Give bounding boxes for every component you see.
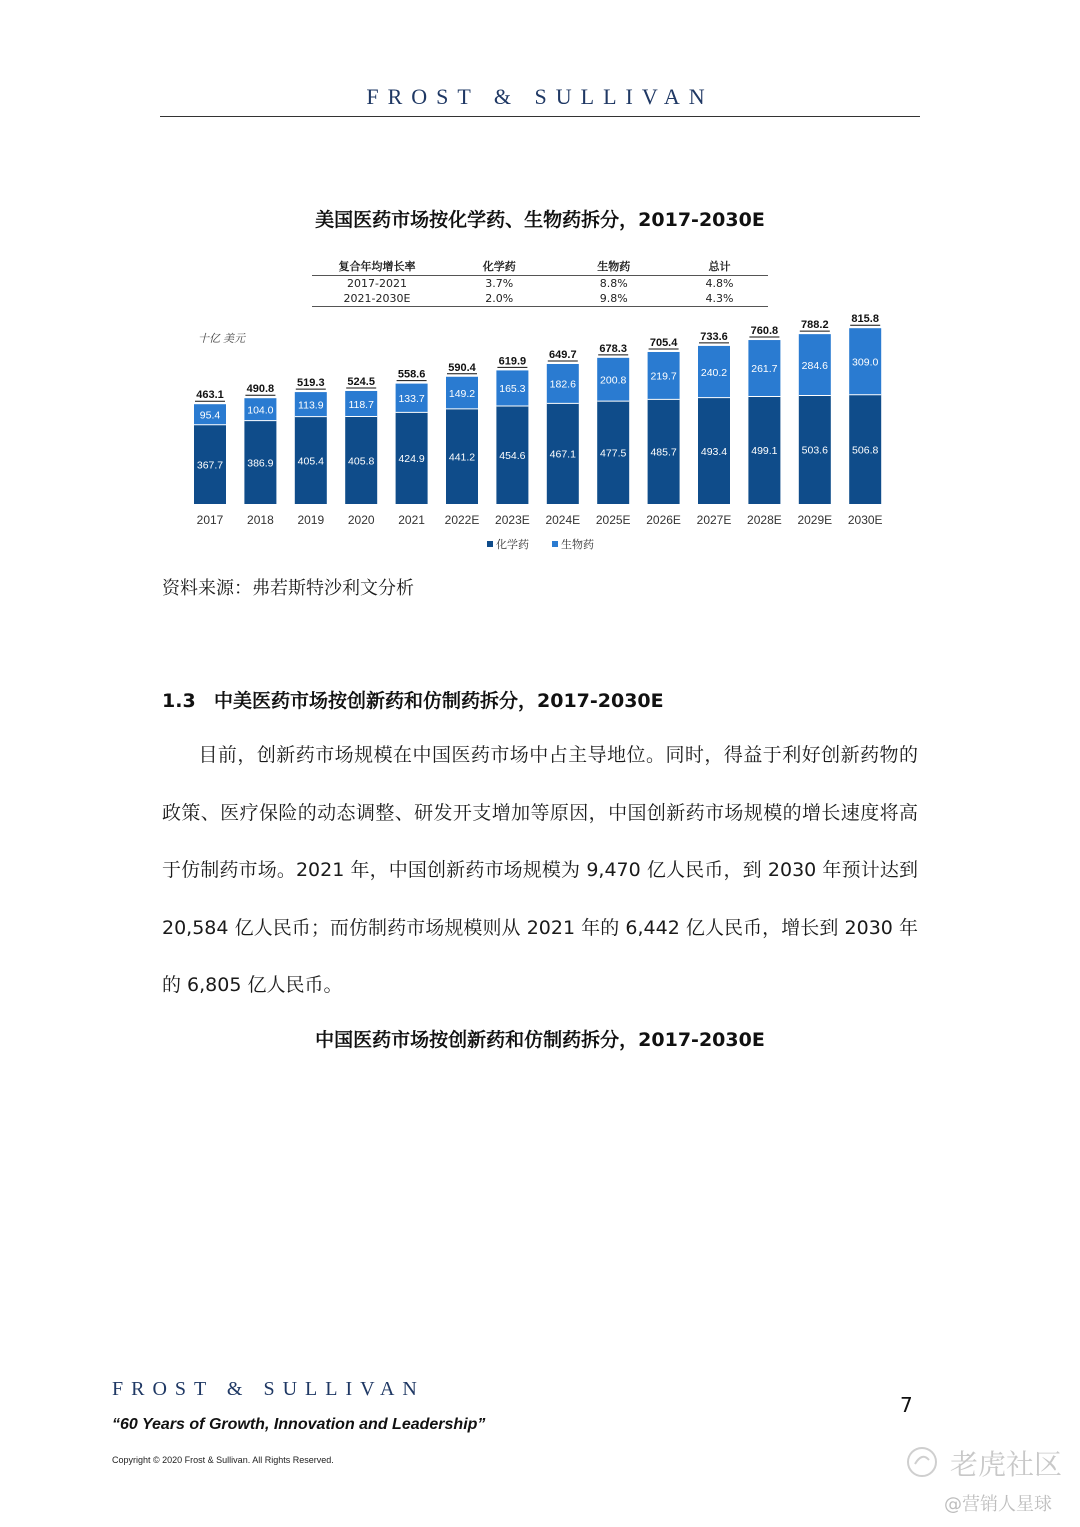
cagr-cell: 9.8% — [557, 291, 672, 307]
chart2-title: 中国医药市场按创新药和仿制药拆分，2017-2030E — [315, 1029, 765, 1051]
data-label-total: 705.4 — [649, 336, 678, 349]
header-divider — [160, 116, 920, 117]
data-label-bio: 240.2 — [700, 366, 728, 379]
x-tick-label: 2022E — [444, 513, 480, 527]
data-label-total: 463.1 — [196, 389, 224, 402]
legend-swatch-chem — [487, 541, 493, 547]
footer-tagline: “60 Years of Growth, Innovation and Leadership” — [112, 1416, 486, 1433]
data-label-chem: 467.1 — [549, 448, 576, 461]
data-label-bio: 133.7 — [398, 393, 425, 406]
data-label-bio: 309.0 — [852, 356, 879, 369]
legend-label-chem: 化学药 — [496, 539, 529, 551]
data-label-chem: 506.8 — [852, 444, 879, 457]
unit-label: 十亿 美元 — [198, 333, 246, 345]
section-heading — [162, 686, 664, 713]
legend-swatch-bio — [552, 541, 558, 547]
us-pharma-stacked-bar-chart — [180, 300, 900, 558]
body-paragraph — [162, 727, 918, 1015]
data-label-chem: 454.6 — [499, 450, 526, 463]
x-tick-label: 2028E — [747, 513, 782, 527]
cagr-header-chem: 化学药 — [442, 258, 557, 276]
cagr-header-label: 复合年均增长率 — [312, 258, 442, 276]
cagr-cell: 4.3% — [671, 291, 768, 307]
x-tick-label: 2021 — [398, 513, 425, 527]
cagr-cell: 3.7% — [485, 277, 514, 290]
data-label-chem: 386.9 — [247, 457, 274, 470]
x-tick-label: 2019 — [297, 513, 325, 527]
data-label-total: 558.6 — [397, 368, 426, 381]
x-tick-label: 2027E — [696, 513, 732, 527]
header-brand-logo: FROST & SULLIVAN — [366, 84, 714, 109]
data-label-bio: 104.0 — [247, 404, 274, 417]
data-label-total: 788.2 — [801, 319, 829, 332]
data-label-chem: 503.6 — [801, 444, 828, 457]
cagr-header-total: 总计 — [671, 258, 768, 276]
data-label-chem: 405.4 — [297, 455, 324, 468]
cagr-cell: 8.8% — [599, 277, 628, 290]
source-note: 资料来源：弗若斯特沙利文分析 — [162, 578, 414, 599]
x-tick-label: 2020 — [347, 513, 375, 527]
cagr-cell: 2021-2030E — [312, 291, 442, 307]
data-label-bio: 118.7 — [348, 398, 374, 411]
data-label-total: 678.3 — [599, 342, 627, 355]
footer-brand-logo: FROST & SULLIVAN — [112, 1378, 425, 1400]
data-label-bio: 149.2 — [448, 387, 476, 400]
data-label-bio: 261.7 — [751, 363, 778, 376]
cagr-cell: 4.8% — [705, 277, 734, 290]
data-label-total: 649.7 — [549, 348, 577, 361]
data-label-bio: 95.4 — [199, 409, 221, 422]
data-label-chem: 485.7 — [650, 446, 677, 459]
data-label-total: 733.6 — [700, 330, 728, 343]
section-number: 1.3 — [162, 690, 196, 712]
cagr-row — [312, 276, 768, 292]
x-tick-label: 2026E — [646, 513, 681, 527]
x-tick-label: 2030E — [847, 513, 883, 527]
chart1-title: 美国医药市场按化学药、生物药拆分，2017-2030E — [315, 209, 765, 231]
legend-label-bio: 生物药 — [561, 539, 594, 551]
watermark-title: 老虎社区 — [950, 1448, 1063, 1481]
cagr-cell: 2.0% — [442, 291, 557, 307]
data-label-total: 519.3 — [297, 377, 325, 390]
page-number: 7 — [900, 1393, 913, 1417]
data-label-chem: 424.9 — [398, 453, 425, 466]
paragraph-text: 目前，创新药市场规模在中国医药市场中占主导地位。同时，得益于利好创新药物的政策、医疗保险的动态调整、研发开支增加等原因，中国创新药市场规模的增长速度将高于仿制药市场。2021 年，中国创新药市场规模为 9,470 亿人民币，到 2030 年预计达到 20,584 亿人民币；而仿制药市场规模则从 2021 年的 6,442 亿人民币，增长到 2030 年的 6,805 亿人民币。 — [162, 744, 918, 996]
data-label-bio: 165.3 — [499, 383, 526, 396]
x-tick-label: 2017 — [196, 513, 224, 527]
data-label-total: 590.4 — [448, 361, 476, 374]
data-label-total: 524.5 — [347, 375, 375, 388]
data-label-chem: 499.1 — [751, 445, 778, 458]
x-tick-label: 2024E — [545, 513, 581, 527]
watermark-logo-icon — [906, 1446, 938, 1478]
data-label-chem: 493.4 — [700, 445, 728, 458]
data-label-chem: 405.8 — [348, 455, 375, 468]
data-label-chem: 477.5 — [600, 447, 627, 460]
x-tick-label: 2023E — [495, 513, 530, 527]
data-label-chem: 367.7 — [196, 459, 224, 472]
data-label-total: 760.8 — [750, 325, 779, 338]
section-title: 中美医药市场按创新药和仿制药拆分，2017-2030E — [214, 690, 664, 712]
cagr-header-bio: 生物药 — [557, 258, 672, 276]
data-label-bio: 284.6 — [801, 359, 828, 372]
data-label-bio: 219.7 — [650, 370, 677, 383]
data-label-bio: 113.9 — [298, 399, 324, 412]
x-tick-label: 2025E — [595, 513, 631, 527]
data-label-chem: 441.2 — [448, 451, 476, 464]
data-label-total: 619.9 — [498, 355, 527, 368]
data-label-total: 815.8 — [851, 313, 879, 326]
footer-copyright: Copyright © 2020 Frost & Sullivan. All Rights Reserved. — [112, 1455, 334, 1465]
watermark-handle: @营销人星球 — [944, 1494, 1052, 1515]
data-label-bio: 200.8 — [600, 374, 627, 387]
x-tick-label: 2029E — [797, 513, 833, 527]
x-tick-label: 2018 — [247, 513, 274, 527]
data-label-total: 490.8 — [246, 383, 275, 396]
data-label-bio: 182.6 — [549, 378, 576, 391]
cagr-cell: 2017-2021 — [347, 277, 407, 290]
